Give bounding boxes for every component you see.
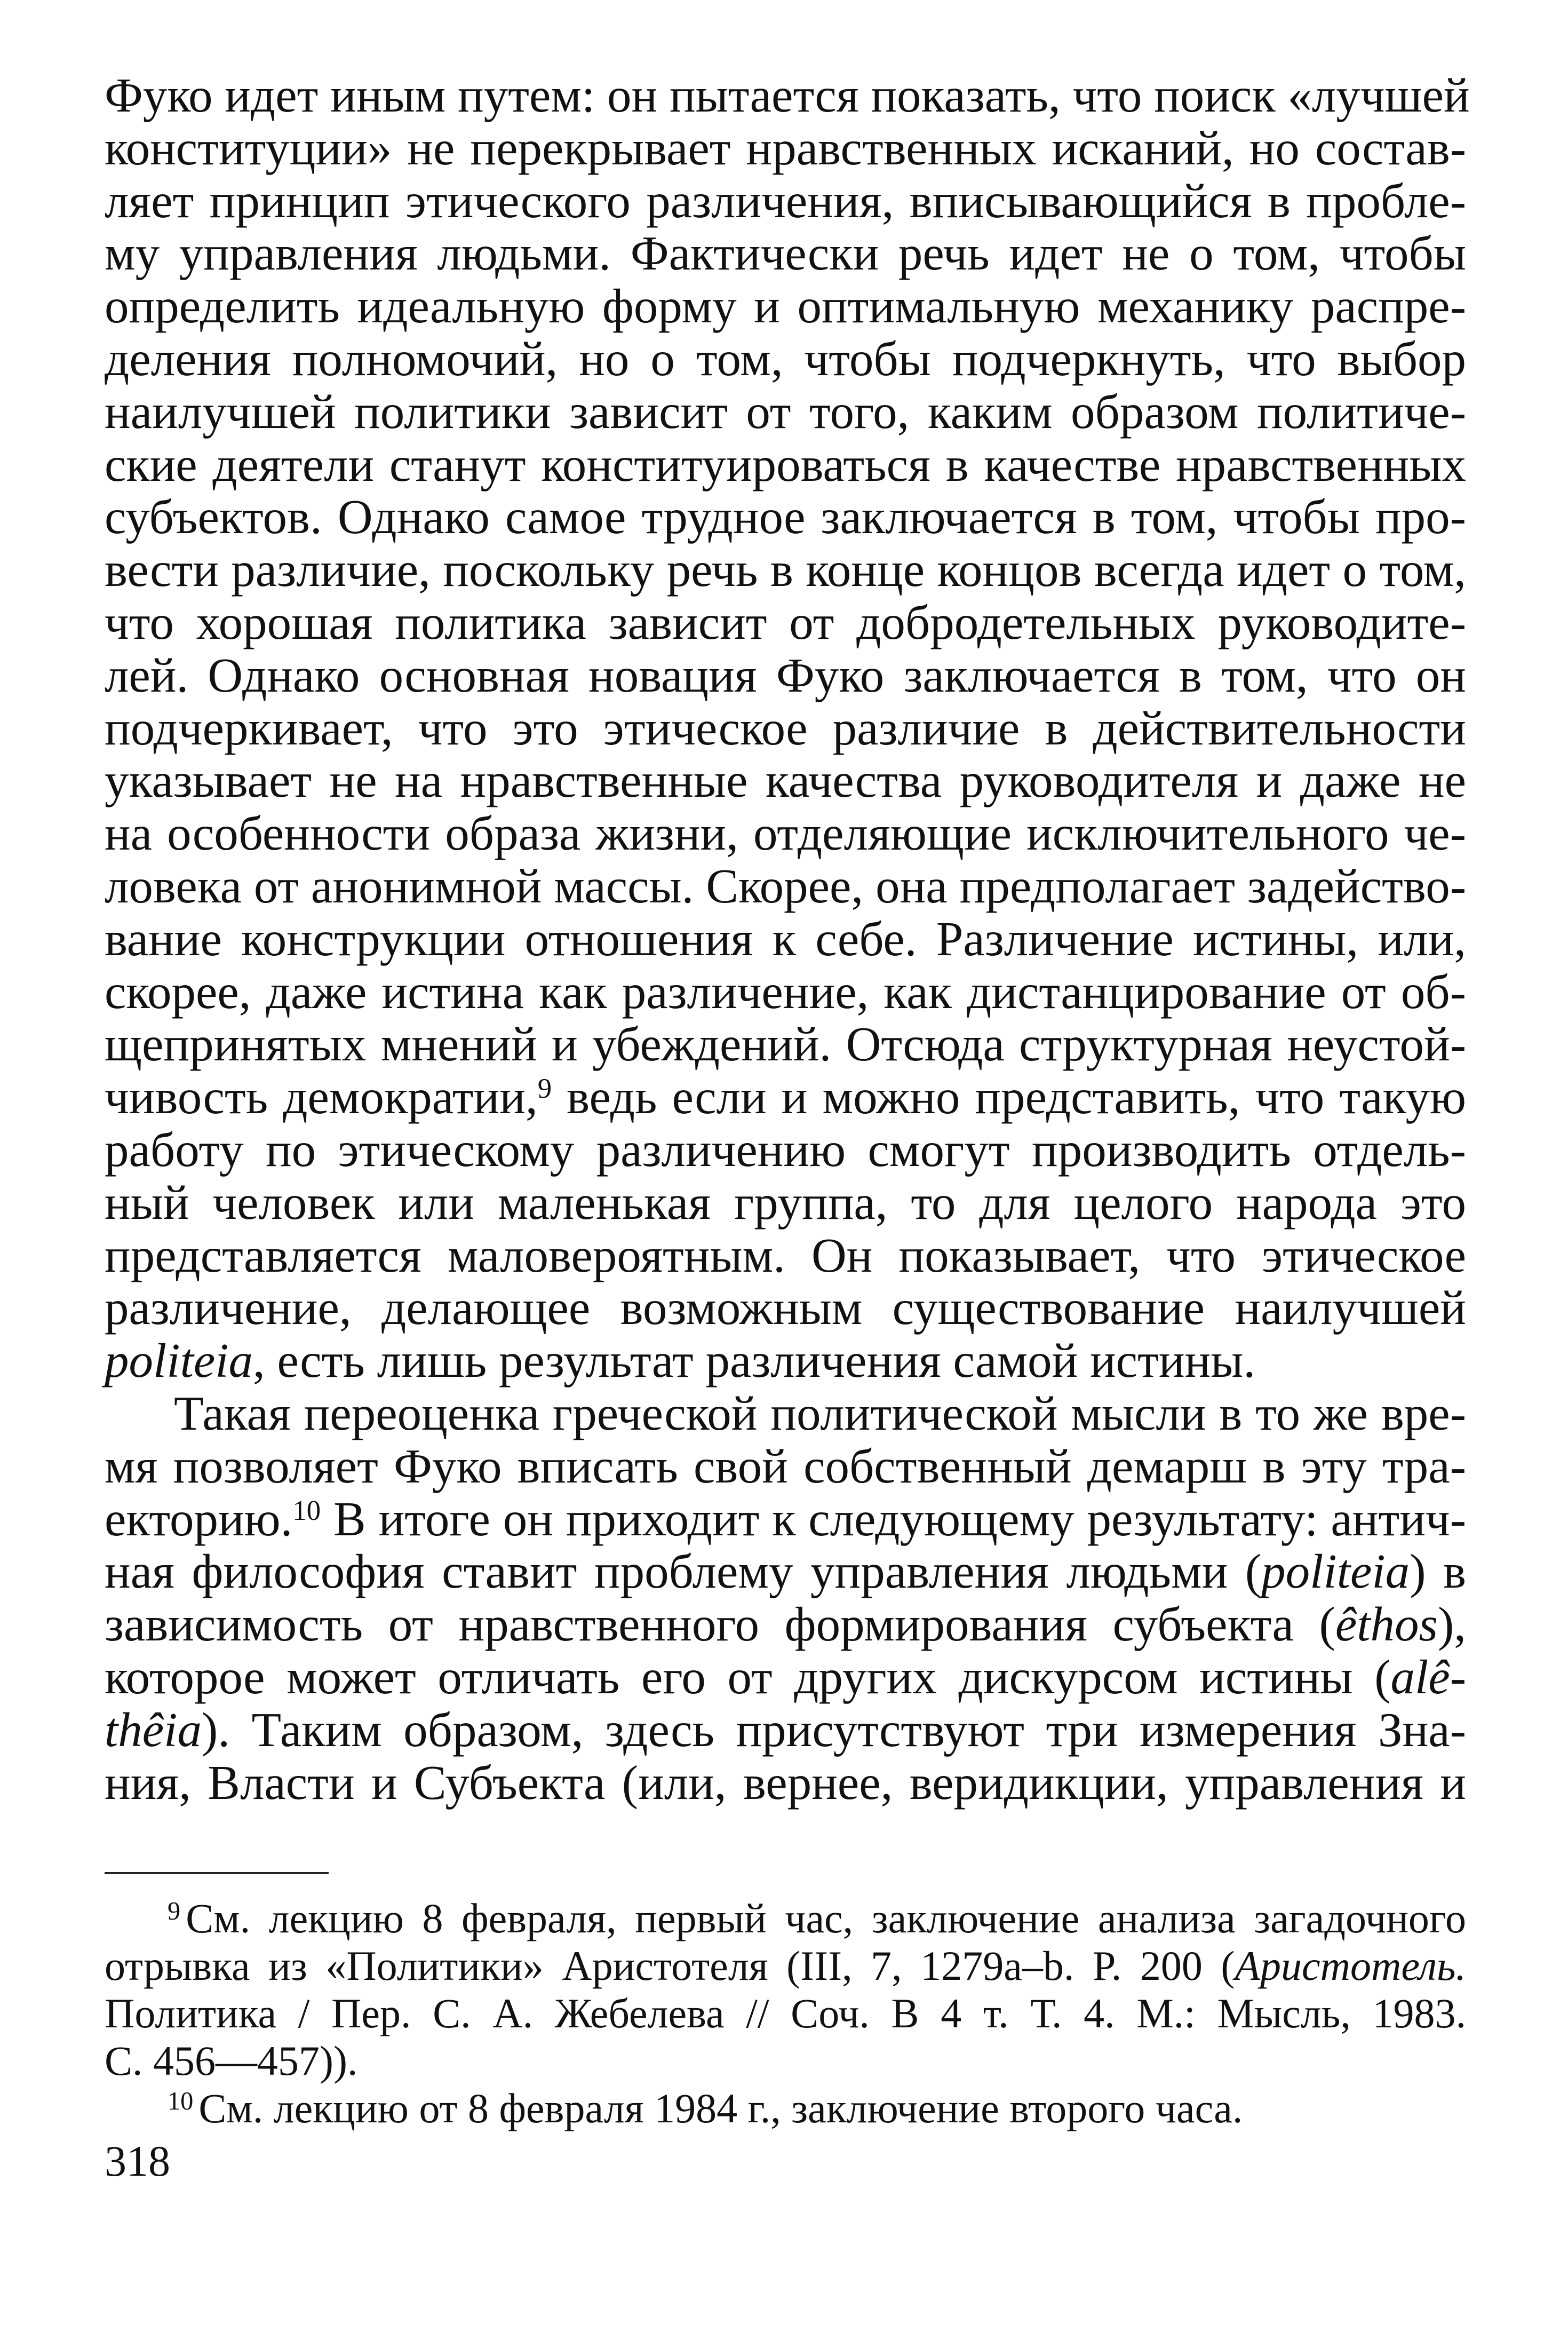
italic-term: êthos bbox=[1335, 1597, 1438, 1652]
footnote-text: отрывка из «Политики» Аристотеля (III, 7, 1279a–b. P. 200 ( bbox=[105, 1942, 1235, 1989]
footnote-number: 9 bbox=[168, 1897, 181, 1925]
text-line: мя позволяет Фуко вписать свой собственный демарш в эту тра- bbox=[105, 1439, 1466, 1493]
footnotes bbox=[105, 1894, 1466, 2132]
text-line bbox=[105, 1335, 1466, 1387]
text-line bbox=[105, 1545, 1466, 1598]
footnote-10 bbox=[105, 2084, 1466, 2132]
text-line: представляется маловероятным. Он показывает, что этическое bbox=[105, 1228, 1466, 1282]
text-line: определить идеальную форму и оптимальную механику распре- bbox=[105, 279, 1466, 334]
text-line bbox=[105, 1651, 1466, 1704]
footnote-9 bbox=[105, 1894, 1466, 1942]
text-line: ный человек или маленькая группа, то для целого народа это bbox=[105, 1175, 1466, 1230]
italic-term: politeia bbox=[1261, 1544, 1410, 1599]
text-line: наилучшей политики зависит от того, каким образом политиче- bbox=[105, 384, 1466, 439]
text-segment: ведь если и можно представить, что такую bbox=[552, 1070, 1466, 1124]
text-line: что хорошая политика зависит от добродетельных руководите- bbox=[105, 595, 1466, 649]
text-segment: ), bbox=[1437, 1597, 1466, 1652]
text-line: на особенности образа жизни, отделяющие исключительного че- bbox=[105, 806, 1466, 861]
text-line bbox=[105, 1071, 1466, 1124]
text-segment: зависимость от нравственного формирования субъекта ( bbox=[105, 1597, 1335, 1652]
text-line: вание конструкции отношения к себе. Различение истины, или, bbox=[105, 911, 1466, 966]
text-line bbox=[105, 1598, 1466, 1651]
text-line: ляет принцип этического различения, вписывающийся в пробле- bbox=[105, 173, 1466, 228]
text-segment: ). Таким образом, здесь присутствуют три измерения Зна- bbox=[201, 1702, 1466, 1757]
text-segment: чивость демократии, bbox=[105, 1070, 538, 1124]
footnote-ref-9[interactable]: 9 bbox=[537, 1073, 552, 1105]
text-line: конституции» не перекрывает нравственных исканий, но состав- bbox=[105, 121, 1466, 175]
text-line: му управления людьми. Фактически речь идет не о том, чтобы bbox=[105, 226, 1466, 281]
footnote-separator bbox=[105, 1872, 329, 1874]
footnote-line: Политика / Пер. С. А. Жебелева // Соч. В 4 т. Т. 4. М.: Мысль, 1983. bbox=[105, 1990, 1466, 2036]
italic-term: thêia bbox=[105, 1702, 202, 1757]
text-line: скорее, даже истина как различение, как дистанцирование от об- bbox=[105, 964, 1466, 1019]
page-number: 318 bbox=[105, 2137, 170, 2185]
footnote-line bbox=[105, 1942, 1466, 1989]
text-segment: В итоге он приходит к следующему результату: антич- bbox=[321, 1492, 1466, 1546]
footnote-line: С. 456—457)). bbox=[105, 2037, 358, 2084]
text-line: ские деятели станут конституироваться в качестве нравственных bbox=[105, 437, 1466, 491]
text-segment: которое может отличать его от других дискурсом истины ( bbox=[105, 1650, 1391, 1704]
text-segment: ная философия ставит проблему управления людьми ( bbox=[105, 1544, 1262, 1599]
italic-term: alê- bbox=[1390, 1650, 1466, 1704]
text-line: лей. Однако основная новация Фуко заключается в том, что он bbox=[105, 648, 1466, 702]
text-line: Такая переоценка греческой политической мысли в то же вре- bbox=[174, 1386, 1466, 1440]
text-line: различение, делающее возможным существование наилучшей bbox=[105, 1281, 1466, 1335]
text-line: субъектов. Однако самое трудное заключается в том, чтобы про- bbox=[105, 490, 1466, 544]
italic-term: politeia bbox=[105, 1334, 253, 1388]
main-text bbox=[105, 68, 1470, 1810]
footnote-number: 10 bbox=[168, 2087, 194, 2115]
text-segment: , есть лишь результат различения самой истины. bbox=[253, 1334, 1256, 1388]
text-line bbox=[105, 1704, 1466, 1757]
text-line: работу по этическому различению смогут производить отдель- bbox=[105, 1122, 1466, 1177]
text-line: вести различие, поскольку речь в конце концов всегда идет о том, bbox=[105, 543, 1466, 597]
text-line: ловека от анонимной массы. Скорее, она предполагает задейство- bbox=[105, 859, 1466, 913]
text-segment: екторию. bbox=[105, 1492, 293, 1546]
text-segment: ) в bbox=[1410, 1544, 1466, 1599]
text-line: указывает не на нравственные качества руководителя и даже не bbox=[105, 754, 1466, 808]
text-line: Фуко идет иным путем: он пытается показать, что поиск «лучшей bbox=[105, 68, 1470, 122]
footnote-text: См. лекцию от 8 февраля 1984 г., заключение второго часа. bbox=[198, 2085, 1243, 2131]
text-line: подчеркивает, что это этическое различие в действительности bbox=[105, 701, 1466, 755]
footnote-text: См. лекцию 8 февраля, первый час, заключение анализа загадочного bbox=[186, 1895, 1466, 1941]
italic-term: Аристотель. bbox=[1235, 1942, 1466, 1989]
text-line: деления полномочий, но о том, чтобы подчеркнуть, что выбор bbox=[105, 331, 1466, 386]
text-line: щепринятых мнений и убеждений. Отсюда структурная неустой- bbox=[105, 1017, 1466, 1072]
text-line bbox=[105, 1493, 1466, 1546]
text-line: ния, Власти и Субъекта (или, вернее, веридикции, управления и bbox=[105, 1755, 1466, 1810]
footnote-ref-10[interactable]: 10 bbox=[292, 1495, 321, 1526]
